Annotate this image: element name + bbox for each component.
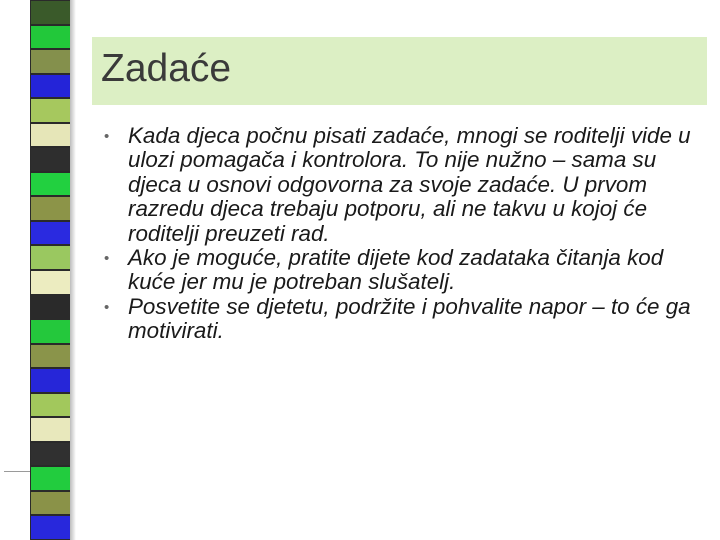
stripe-segment xyxy=(30,295,70,320)
stripe-segment xyxy=(30,442,70,467)
stripe-segment xyxy=(30,368,70,393)
stripe-segment xyxy=(30,49,70,74)
bullet-text: Kada djeca počnu pisati zadaće, mnogi se roditelji vide u ulozi pomagača i kontrolora. To nije nužno – sama su djeca u osnovi odgovorna za svoje zadaće. U prvom razredu djeca trebaju potporu, ali ne takvu u kojoj će roditelji preuzeti rad. xyxy=(128,123,691,246)
stripe-segment xyxy=(30,417,70,442)
decorative-stripe-bar xyxy=(30,0,70,540)
bullet-text: Posvetite se djetetu, podržite i pohvalite napor – to će ga motivirati. xyxy=(128,293,691,344)
stripe-shadow xyxy=(70,0,76,540)
bullet-icon: • xyxy=(104,298,110,316)
bullet-item xyxy=(104,124,704,246)
bullet-list xyxy=(104,124,704,344)
stripe-segment xyxy=(30,491,70,516)
stripe-segment xyxy=(30,245,70,270)
stripe-segment xyxy=(30,319,70,344)
stripe-segment xyxy=(30,466,70,491)
bullet-text: Ako je moguće, pratite dijete kod zadataka čitanja kod kuće jer mu je potreban slušatelj. xyxy=(128,245,664,295)
stripe-segment xyxy=(30,25,70,50)
stripe-segment xyxy=(30,393,70,418)
title-box xyxy=(92,37,707,105)
stripe-segment xyxy=(30,147,70,172)
divider-line xyxy=(4,471,30,472)
stripe-segment xyxy=(30,172,70,197)
stripe-segment xyxy=(30,270,70,295)
stripe-segment xyxy=(30,74,70,99)
stripe-segment xyxy=(30,344,70,369)
slide-content xyxy=(104,124,704,344)
stripe-segment xyxy=(30,98,70,123)
stripe-segment xyxy=(30,221,70,246)
stripe-segment xyxy=(30,123,70,148)
bullet-icon: • xyxy=(104,128,110,145)
bullet-item xyxy=(104,246,704,295)
stripe-segment xyxy=(30,0,70,25)
slide-title: Zadaće xyxy=(101,47,232,90)
bullet-icon: • xyxy=(104,250,110,268)
bullet-item xyxy=(104,295,704,344)
stripe-segment xyxy=(30,196,70,221)
stripe-segment xyxy=(30,515,70,540)
